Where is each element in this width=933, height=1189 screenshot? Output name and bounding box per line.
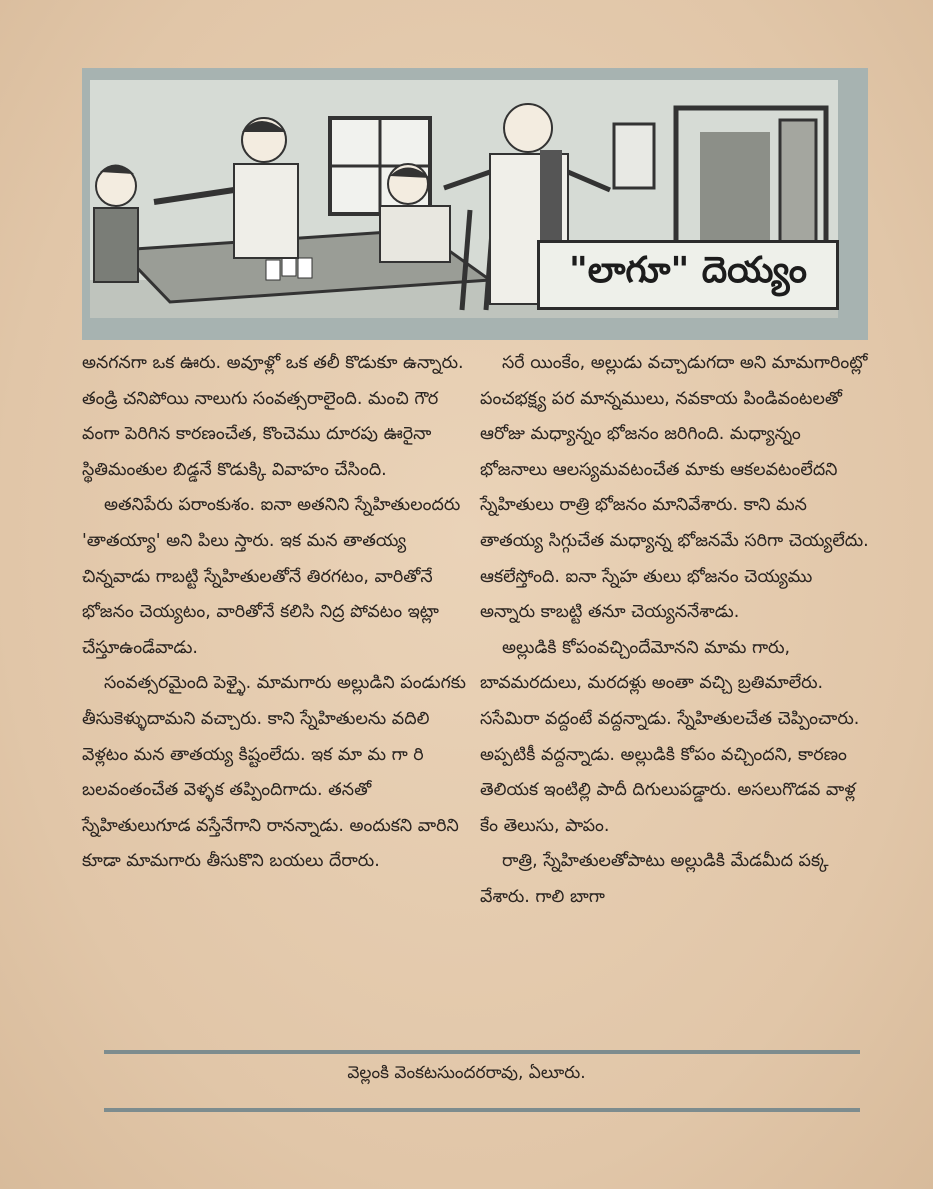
divider-rule-top	[104, 1050, 860, 1054]
author-credit: వెల్లంకి వెంకటసుందరరావు, ఏలూరు.	[347, 1063, 586, 1083]
paragraph: అనగనగా ఒక ఊరు. అవూళ్లో ఒక తలీ కొడుకూ ఉన్నారు. తండ్రి చనిపోయి నాలుగు సంవత్సరాలైంది. మంచి గౌర వంగా పెరిగిన కారణంచేత, కొంచెము దూరపు ఊరైనా స్థితిమంతుల బిడ్డనే కొడుక్కి వివాహం చేసింది.	[82, 353, 464, 480]
paragraph: రాత్రి, స్నేహితులతోపాటు అల్లుడికి మేడమీద పక్క వేశారు. గాలి బాగా	[480, 851, 829, 907]
paragraph: సంవత్సరమైంది పెళ్ళై. మామగారు అల్లుడిని పండుగకు తీసుకెళ్ళుదామని వచ్చారు. కాని స్నేహితులను వదిలి వెళ్లటం మన తాతయ్య కిష్టంలేదు. ఇక మా మ గా రి బలవంతంచేత వెళ్ళక తప్పిందిగాదు. తనతో స్నేహితులుగూడ వస్తేనేగాని రానన్నాడు. అందుకని వారిని కూడా మామగారు తీసుకొని బయలు దేరారు.	[82, 673, 466, 872]
paragraph: అతనిపేరు పరాంకుశం. ఐనా అతనిని స్నేహితులందరు 'తాతయ్యా' అని పిలు స్తారు. ఇక మన తాతయ్య చిన్నవాడు గాబట్టి స్నేహితులతోనే తిరగటం, వారితోనే భోజనం చెయ్యటం, వారితోనే కలిసి నిద్ర పోవటం ఇట్లా చేస్తూఉండేవాడు.	[82, 495, 461, 658]
column-left	[82, 346, 472, 880]
divider-rule-bottom	[104, 1108, 860, 1112]
column-right	[480, 346, 870, 916]
paragraph: సరే యింకేం, అల్లుడు వచ్చాడుగదా అని మామగారింట్లో పంచభక్ష్య పర మాన్నములు, నవకాయ పిండివంటలతో ఆరోజు మధ్యాన్నం భోజనం జరిగింది. మధ్యాన్నం భోజనాలు ఆలస్యమవటంచేత మాకు ఆకలవటంలేదని స్నేహితులు రాత్రి భోజనం మానివేశారు. కాని మన తాతయ్య సిగ్గుచేత మధ్యాన్న భోజనమే సరిగా చెయ్యలేదు. ఆకలేస్తోంది. ఐనా స్నేహ తులు భోజనం చెయ్యము అన్నారు కాబట్టి తనూ చెయ్యననేశాడు.	[480, 353, 869, 623]
paragraph: అల్లుడికి కోపంవచ్చిందేమోనని మామ గారు, బావమరదులు, మరదళ్లు అంతా వచ్చి బ్రతిమాలేరు. ససేమిరా వద్దంటే వద్దన్నాడు. స్నేహితులచేత చెప్పించారు. అప్పటికీ వద్దన్నాడు. అల్లుడికి కోపం వచ్చిందని, కారణం తెలియక ఇంటిల్లి పాదీ దిగులుపడ్డారు. అసలుగొడవ వాళ్ల కేం తెలుసు, పాపం.	[480, 637, 860, 836]
story-title-box	[537, 240, 839, 310]
story-title: "లాగూ" దెయ్యం	[568, 250, 808, 291]
